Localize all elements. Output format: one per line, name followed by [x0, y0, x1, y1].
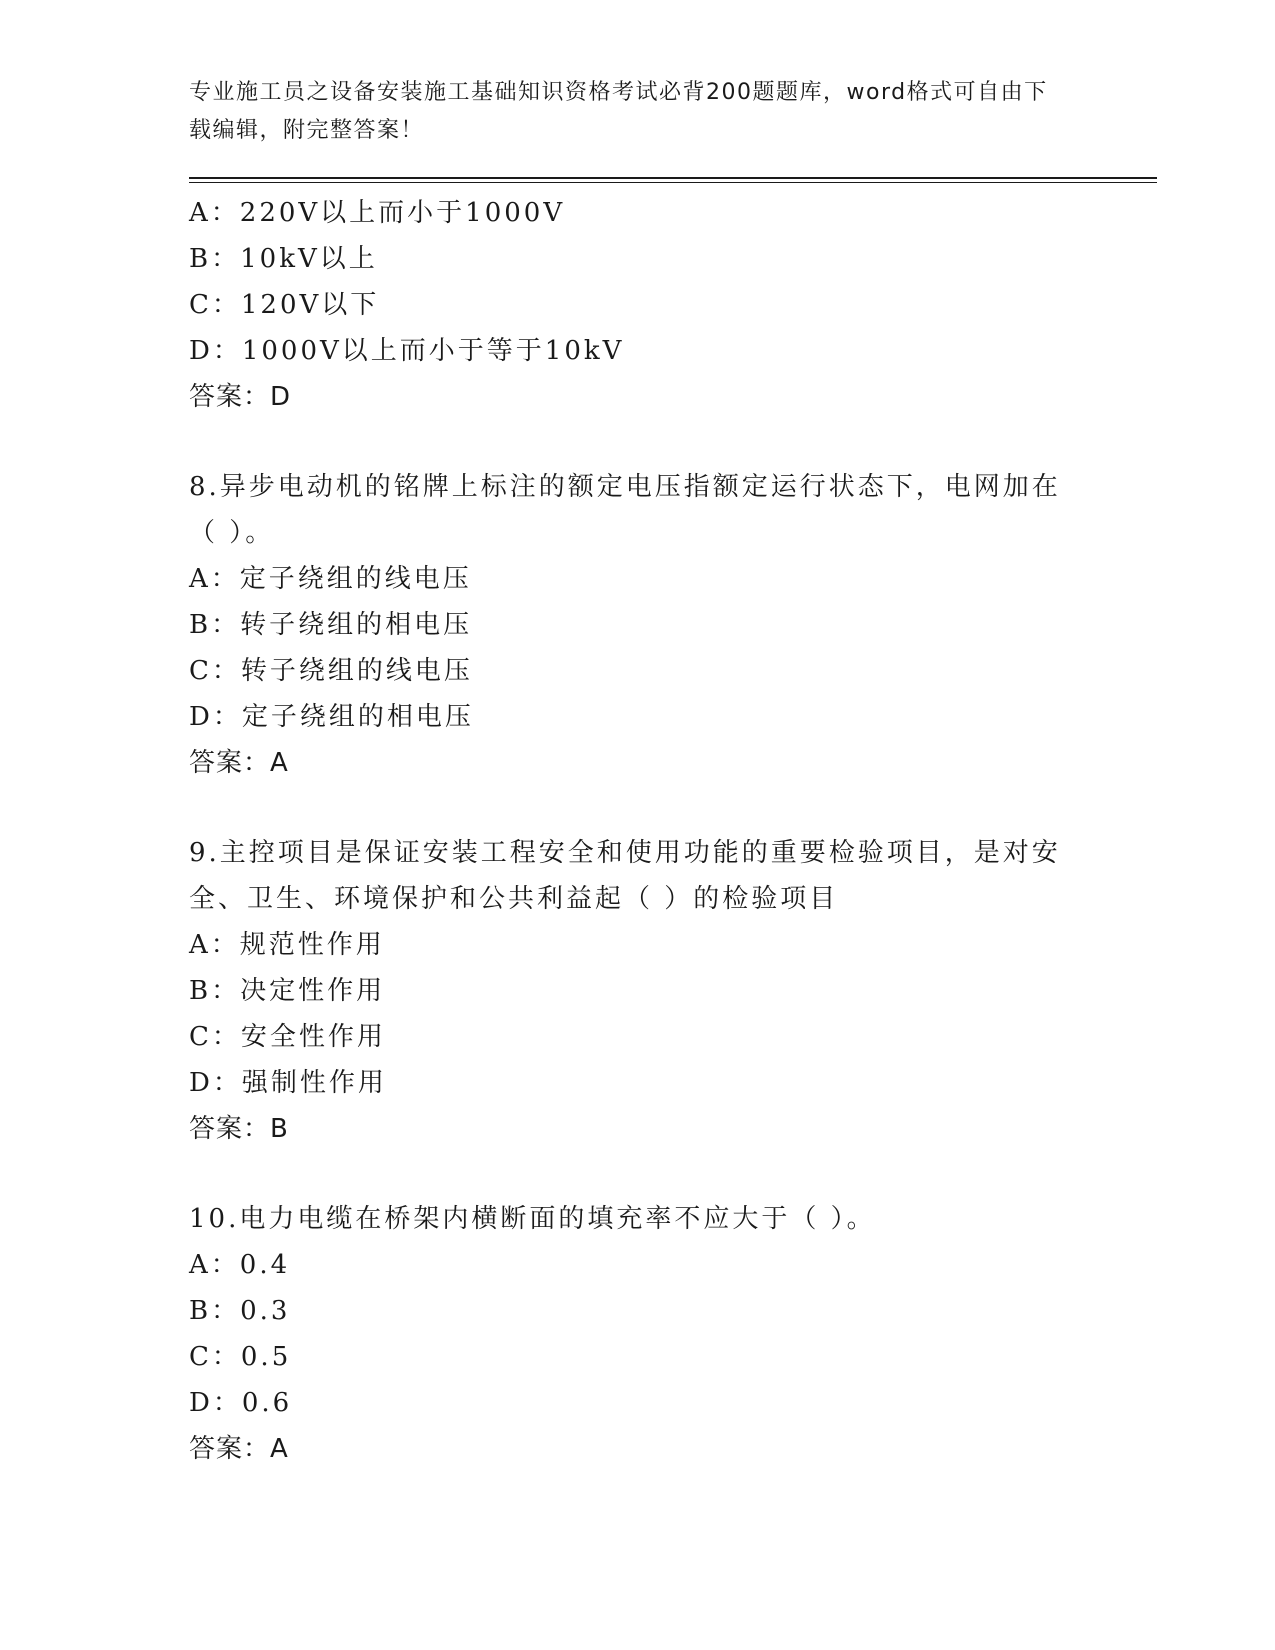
option-b: B：决定性作用 — [189, 976, 386, 1006]
question-block-prev — [189, 190, 1069, 420]
question-list — [189, 190, 1069, 1472]
answer-line: 答案：B — [189, 1114, 289, 1144]
answer-line: 答案：A — [189, 748, 289, 778]
question-block-9 — [189, 830, 1069, 1152]
document-header: 专业施工员之设备安装施工基础知识资格考试必背200题题库，word格式可自由下载编辑，附完整答案！ — [189, 80, 1048, 143]
option-d: D：定子绕组的相电压 — [189, 702, 474, 732]
option-a: A：220V以上而小于1000V — [189, 198, 566, 228]
header-divider-thin — [189, 182, 1157, 183]
question-text: 8.异步电动机的铭牌上标注的额定电压指额定运行状态下，电网加在（ ）。 — [189, 472, 1061, 548]
question-text: 10.电力电缆在桥架内横断面的填充率不应大于（ ）。 — [189, 1204, 876, 1234]
option-d: D：1000V以上而小于等于10kV — [189, 336, 625, 366]
answer-line: 答案：D — [189, 382, 292, 412]
option-b: B：0.3 — [189, 1296, 291, 1326]
option-c: C：安全性作用 — [189, 1022, 386, 1052]
option-c: C：转子绕组的线电压 — [189, 656, 473, 686]
option-a: A：规范性作用 — [189, 930, 385, 960]
question-text: 9.主控项目是保证安装工程安全和使用功能的重要检验项目，是对安全、卫生、环境保护和公共利益起（ ）的检验项目 — [189, 838, 1061, 914]
option-d: D：强制性作用 — [189, 1068, 387, 1098]
option-c: C：0.5 — [189, 1342, 292, 1372]
option-b: B：10kV以上 — [189, 244, 378, 274]
option-b: B：转子绕组的相电压 — [189, 610, 473, 640]
option-a: A：0.4 — [189, 1250, 291, 1280]
header-divider-thick — [189, 177, 1157, 179]
option-c: C：120V以下 — [189, 290, 380, 320]
question-block-8 — [189, 464, 1069, 786]
question-block-10 — [189, 1196, 1069, 1472]
option-d: D：0.6 — [189, 1388, 293, 1418]
answer-line: 答案：A — [189, 1434, 289, 1464]
option-a: A：定子绕组的线电压 — [189, 564, 472, 594]
